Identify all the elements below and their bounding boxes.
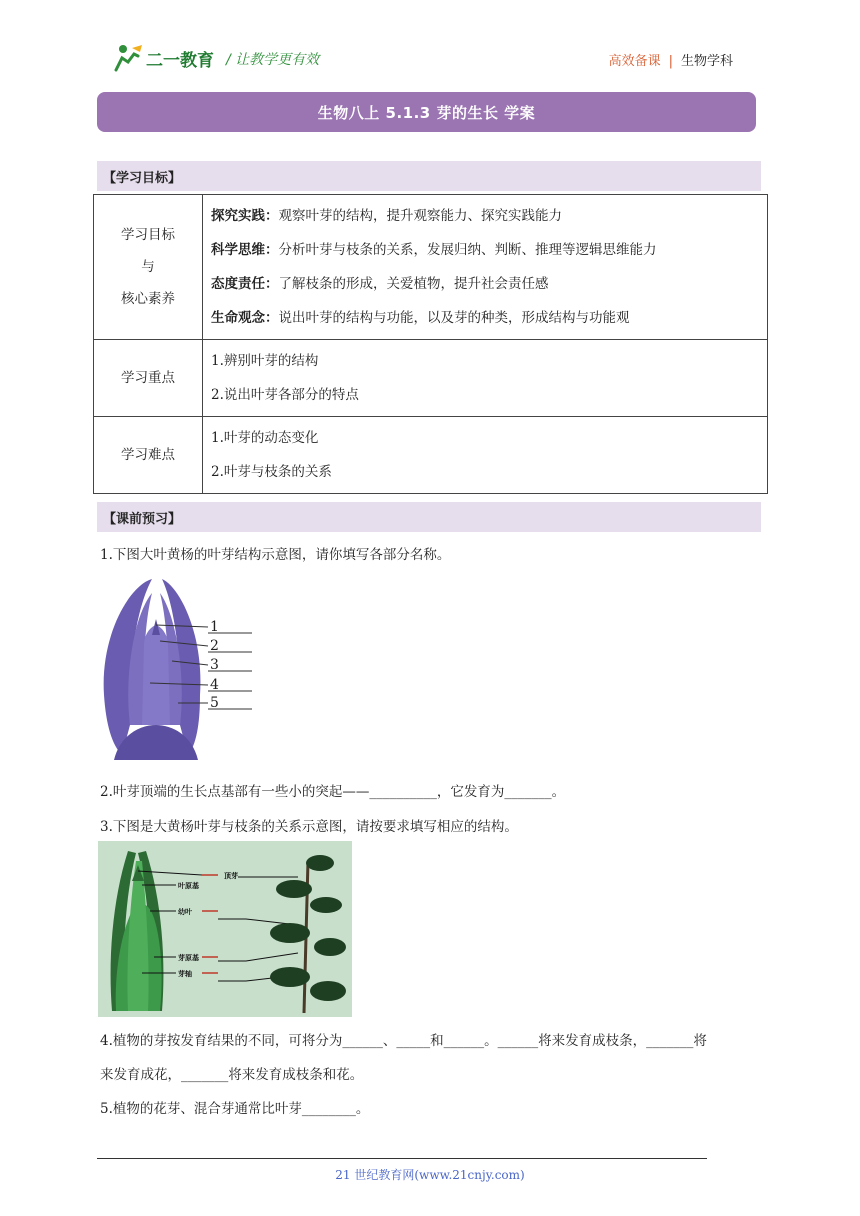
brand-logo: [112, 42, 224, 74]
question-1: 1.下图大叶黄杨的叶芽结构示意图，请你填写各部分名称。: [100, 547, 451, 563]
fig1-label: 1: [210, 619, 219, 635]
bud-branch-diagram: [98, 841, 352, 1017]
header-subject: [609, 50, 733, 69]
table-row: [94, 195, 768, 340]
fig1-label: 5: [210, 695, 219, 711]
row-label: 学习难点: [94, 417, 203, 494]
fig2-label: 芽原基: [178, 954, 199, 962]
key-point: 2.说出叶芽各部分的特点: [211, 387, 359, 403]
brand-name: 二一教育: [146, 51, 214, 71]
fig2-label: 芽轴: [178, 970, 192, 978]
footer-text: 21 世纪教育网(www.21cnjy.com): [335, 1168, 525, 1182]
goal-item: 科学思维：分析叶芽与枝条的关系，发展归纳、判断、推理等逻辑思维能力: [211, 242, 657, 258]
goal-item: 探究实践：观察叶芽的结构，提升观察能力、探究实践能力: [211, 208, 562, 224]
difficulty-point: 2.叶芽与枝条的关系: [211, 464, 332, 480]
header-tag: 高效备课: [608, 54, 661, 69]
difficulty-point: 1.叶芽的动态变化: [211, 430, 319, 446]
fig2-label: 叶原基: [178, 882, 199, 890]
row-label: 学习重点: [94, 340, 203, 417]
question-4-line-2: 来发育成花，_______将来发育成枝条和花。: [100, 1067, 364, 1083]
footer-divider: [97, 1158, 707, 1159]
page-title: 生物八上 5.1.3 芽的生长 学案: [97, 92, 756, 132]
question-4-line-1: 4.植物的芽按发育结果的不同，可将分为______、_____和______。______将来发育成枝条，_______将: [100, 1033, 707, 1049]
question-2: 2.叶芽顶端的生长点基部有一些小的突起——__________，它发育为_______。: [100, 784, 566, 800]
question-5: 5.植物的花芽、混合芽通常比叶芽________。: [100, 1101, 370, 1117]
section-heading-goals: 【学习目标】: [97, 161, 761, 191]
key-point: 1.辨别叶芽的结构: [211, 353, 319, 369]
row-label: 学习目标 与 核心素养: [94, 195, 203, 340]
row-content: [203, 195, 768, 340]
slogan: / 让教学更有效: [226, 52, 320, 68]
leaf-bud-diagram: [100, 575, 260, 767]
table-row: [94, 340, 768, 417]
fig1-label: 2: [210, 638, 219, 654]
section-heading-preview: 【课前预习】: [97, 502, 761, 532]
goal-item: 态度责任：了解枝条的形成，关爱植物，提升社会责任感: [211, 276, 549, 292]
question-3: 3.下图是大黄杨叶芽与枝条的关系示意图，请按要求填写相应的结构。: [100, 819, 518, 835]
goal-item: 生命观念：说出叶芽的结构与功能，以及芽的种类，形成结构与功能观: [211, 310, 630, 326]
header-subject-label: 生物学科: [680, 54, 733, 69]
table-row: [94, 417, 768, 494]
row-content: [203, 417, 768, 494]
fig1-label: 3: [210, 657, 219, 673]
fig1-label: 4: [210, 677, 219, 693]
fig2-label: 顶芽: [224, 872, 238, 880]
header-separator: |: [668, 54, 673, 69]
goals-table: [93, 194, 768, 494]
fig2-label: 幼叶: [178, 908, 192, 916]
row-content: [203, 340, 768, 417]
